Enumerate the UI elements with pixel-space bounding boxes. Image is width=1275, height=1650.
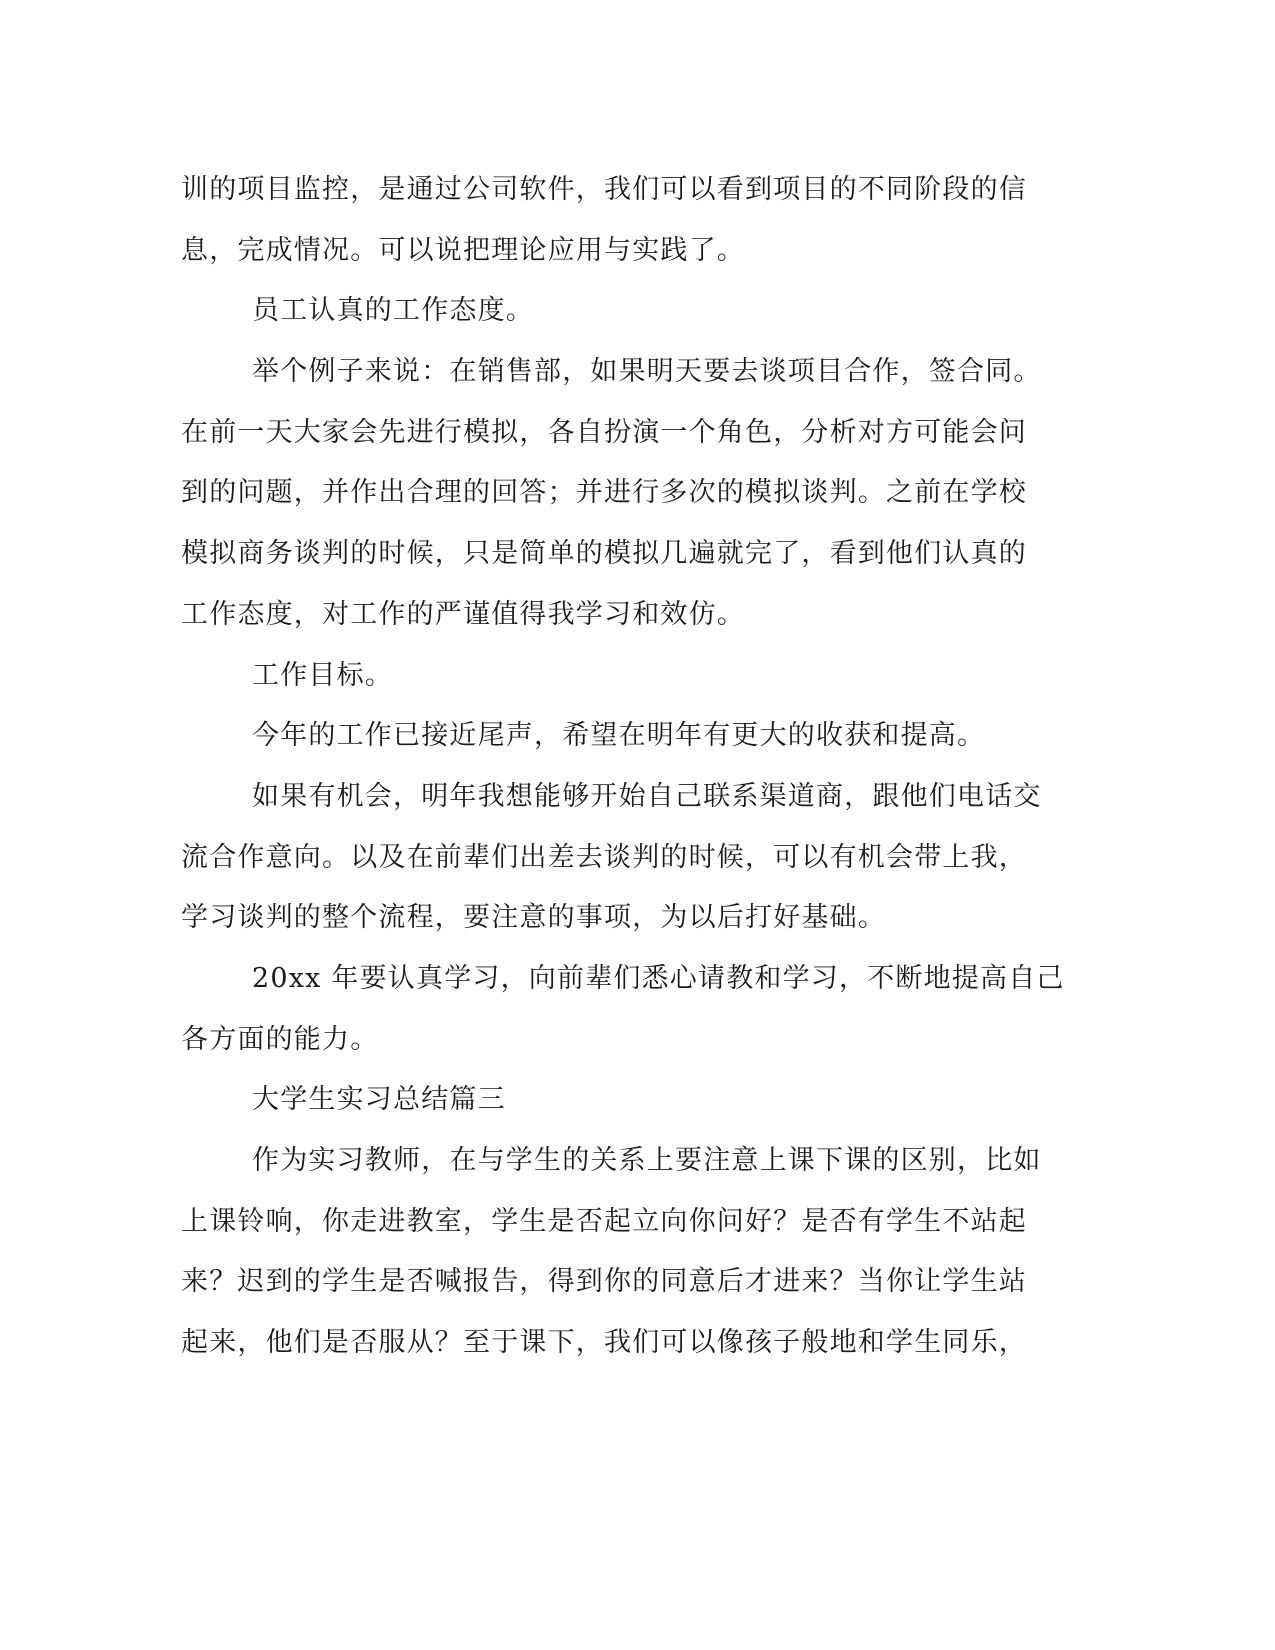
- text-line: 各方面的能力。: [181, 1023, 379, 1055]
- text-line: 模拟商务谈判的时候，只是简单的模拟几遍就完了，看到他们认真的: [181, 538, 1027, 570]
- text-line: 来？迟到的学生是否喊报告，得到你的同意后才进来？当你让学生站: [181, 1266, 1027, 1298]
- text-line: 工作态度，对工作的严谨值得我学习和效仿。: [181, 598, 745, 630]
- text-line: 作为实习教师，在与学生的关系上要注意上课下课的区别，比如: [252, 1145, 1042, 1176]
- text-line: 训的项目监控，是通过公司软件，我们可以看到项目的不同阶段的信: [181, 174, 1027, 205]
- text-line: 如果有机会，明年我想能够开始自己联系渠道商，跟他们电话交: [252, 780, 1042, 812]
- section-heading: 工作目标。: [252, 659, 393, 691]
- text-line: 今年的工作已接近尾声，希望在明年有更大的收获和提高。: [252, 720, 986, 752]
- section-title: 大学生实习总结篇三: [252, 1084, 506, 1116]
- text-line: 息，完成情况。可以说把理论应用与实践了。: [181, 234, 745, 266]
- text-line: 流合作意向。以及在前辈们出差去谈判的时候，可以有机会带上我，: [181, 841, 1027, 873]
- text-line: 上课铃响，你走进教室，学生是否起立向你问好？是否有学生不站起: [181, 1205, 1027, 1237]
- text-line: 在前一天大家会先进行模拟，各自扮演一个角色，分析对方可能会问: [181, 416, 1027, 448]
- text-line: 学习谈判的整个流程，要注意的事项，为以后打好基础。: [181, 902, 886, 934]
- text-line: 20xx 年要认真学习，向前辈们悉心请教和学习，不断地提高自己: [252, 962, 1065, 994]
- text-line: 到的问题，并作出合理的回答；并进行多次的模拟谈判。之前在学校: [181, 477, 1027, 509]
- text-line: 举个例子来说：在销售部，如果明天要去谈项目合作，签合同。: [252, 356, 1042, 388]
- document-body: [181, 160, 1065, 1374]
- text-line: 起来，他们是否服从？至于课下，我们可以像孩子般地和学生同乐，: [181, 1327, 1027, 1359]
- section-heading: 员工认真的工作态度。: [252, 295, 534, 327]
